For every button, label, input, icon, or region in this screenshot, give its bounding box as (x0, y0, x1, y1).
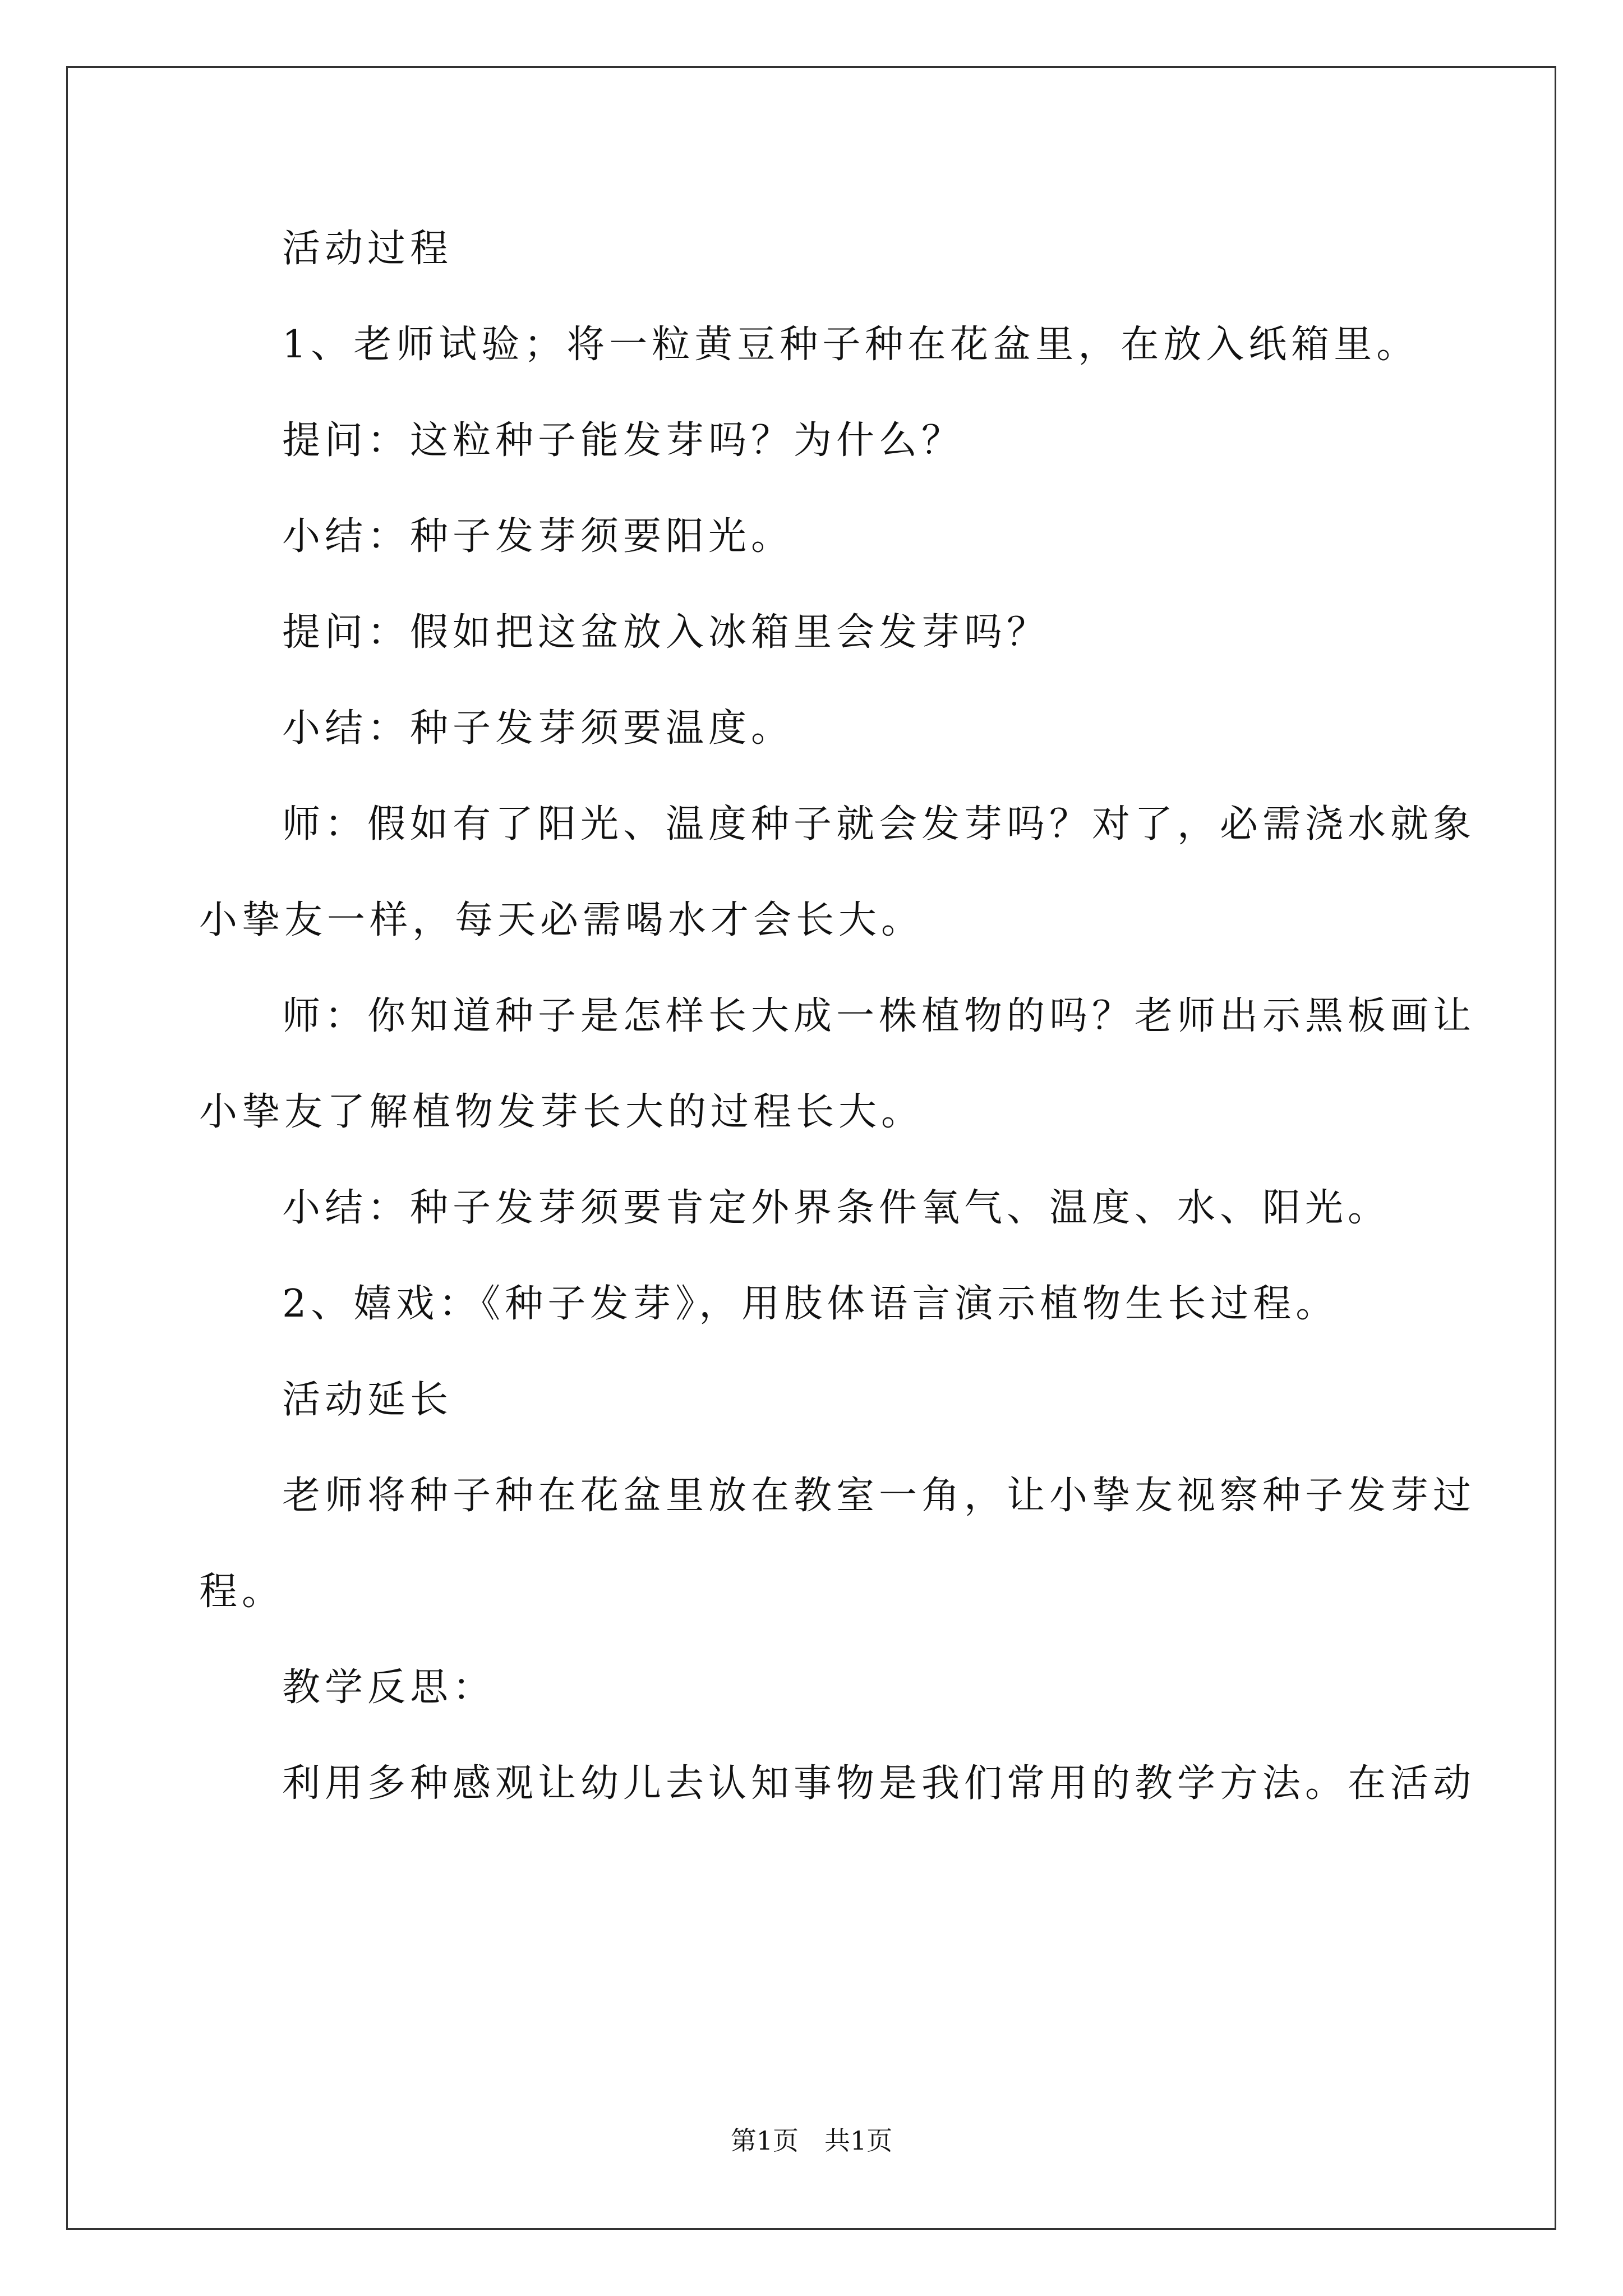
paragraph-line: 提问：假如把这盆放入冰箱里会发芽吗？ (282, 610, 1050, 655)
page-number-footer: 第1页 共1页 (730, 2125, 893, 2156)
heading-activity-process: 活动过程 (282, 227, 453, 271)
heading-teaching-reflection: 教学反思： (282, 1665, 496, 1710)
paragraph-line: 利用多种感观让幼儿去认知事物是我们常用的教学方法。在活动 (282, 1761, 1476, 1806)
paragraph-line: 提问：这粒种子能发芽吗？为什么？ (282, 418, 965, 463)
paragraph-line: 师：假如有了阳光、温度种子就会发芽吗？对了，必需浇水就象 (282, 802, 1476, 846)
paragraph-line: 2、嬉戏：《种子发芽》，用肢体语言演示植物生长过程。 (282, 1282, 1339, 1326)
page-border (66, 66, 1556, 2230)
paragraph-line: 小挚友一样，每天必需喝水才会长大。 (199, 898, 924, 942)
paragraph-line: 老师将种子种在花盆里放在教室一角，让小挚友视察种子发芽过 (282, 1474, 1476, 1518)
paragraph-line: 1、老师试验；将一粒黄豆种子种在花盆里，在放入纸箱里。 (282, 323, 1419, 367)
paragraph-line: 程。 (199, 1570, 285, 1614)
heading-activity-extension: 活动延长 (282, 1378, 453, 1422)
paragraph-line: 小结：种子发芽须要阳光。 (282, 514, 794, 559)
paragraph-line: 小挚友了解植物发芽长大的过程长大。 (199, 1090, 924, 1134)
paragraph-line: 小结：种子发芽须要肯定外界条件氧气、温度、水、阳光。 (282, 1186, 1391, 1230)
paragraph-line: 师：你知道种子是怎样长大成一株植物的吗？老师出示黑板画让 (282, 994, 1476, 1038)
paragraph-line: 小结：种子发芽须要温度。 (282, 706, 794, 751)
